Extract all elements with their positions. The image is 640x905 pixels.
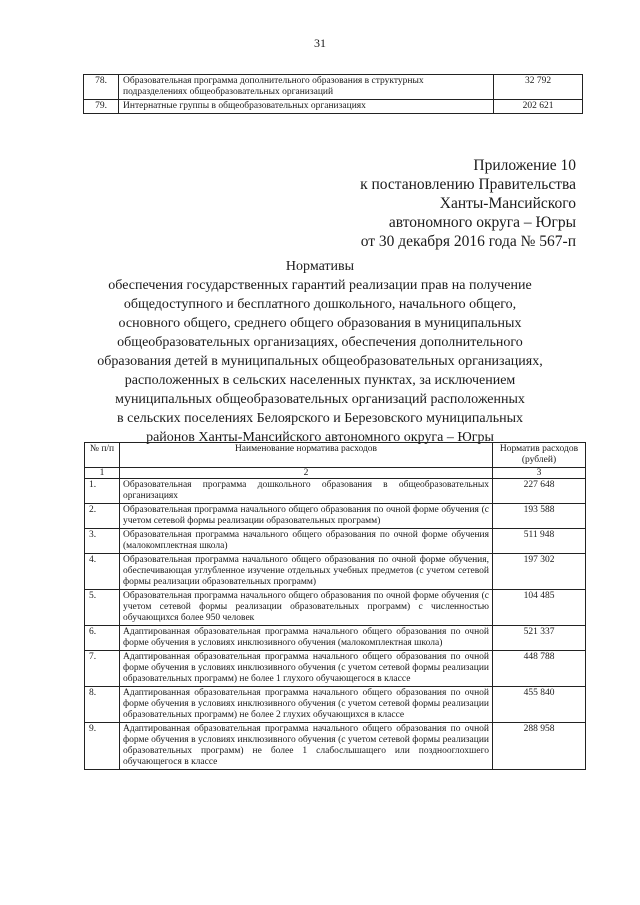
row-name: Адаптированная образовательная программа начального общего образования по очной форме обучения в условиях инклюзивного обучения (с учетом сетевой формы реализации образовательных программ) не более 1 слабослышащего или позднооглохшего обучающегося в классе xyxy=(120,723,493,770)
appendix-header xyxy=(360,156,576,251)
subtitle-line: муниципальных общеобразовательных организаций расположенных xyxy=(115,392,525,407)
column-index: 2 xyxy=(120,468,493,479)
row-value: 455 840 xyxy=(493,687,586,723)
row-number: 78. xyxy=(84,75,119,100)
table-row xyxy=(85,529,586,554)
row-value: 104 485 xyxy=(493,590,586,626)
subtitle-line: в сельских поселениях Белоярского и Березовского муниципальных xyxy=(117,411,523,426)
page-number: 31 xyxy=(314,36,326,50)
continued-table xyxy=(83,74,583,114)
subtitle-line: основного общего, среднего общего образования в муниципальных xyxy=(118,316,522,331)
row-number: 6. xyxy=(85,626,120,651)
row-value: 288 958 xyxy=(493,723,586,770)
document-title: Нормативы xyxy=(285,259,355,274)
row-number: 2. xyxy=(85,504,120,529)
row-value: 511 948 xyxy=(493,529,586,554)
norms-table xyxy=(84,442,586,770)
row-name: Адаптированная образовательная программа начального общего образования по очной форме обучения в условиях инклюзивного обучения (с учетом сетевой формы реализации образовательных программ) не более 1 глухого обучающегося в классе xyxy=(120,651,493,687)
table-row xyxy=(85,723,586,770)
row-name: Образовательная программа начального общего образования по очной форме обучения (с учетом сетевой формы реализации образовательных программ) с численностью обучающихся более 950 человек xyxy=(120,590,493,626)
appendix-line: от 30 декабря 2016 года № 567-п xyxy=(360,233,576,250)
table-row xyxy=(85,651,586,687)
document-subtitle xyxy=(70,276,570,447)
appendix-line: Приложение 10 xyxy=(473,157,576,174)
row-number: 8. xyxy=(85,687,120,723)
subtitle-line: расположенных в сельских населенных пунктах, за исключением xyxy=(124,373,516,388)
row-value: 32 792 xyxy=(494,75,583,100)
row-name: Образовательная программа начального общего образования по очной форме обучения (с учетом сетевой формы реализации образовательных программ) xyxy=(120,504,493,529)
table-row xyxy=(84,75,583,100)
subtitle-line: районов Ханты-Мансийского автономного округа – Югры xyxy=(146,430,494,445)
column-index-row xyxy=(85,468,586,479)
row-value: 193 588 xyxy=(493,504,586,529)
row-value: 197 302 xyxy=(493,554,586,590)
row-number: 1. xyxy=(85,479,120,504)
row-value: 448 788 xyxy=(493,651,586,687)
header-value: Норматив расходов (рублей) xyxy=(493,443,586,468)
appendix-line: Ханты-Мансийского xyxy=(439,195,576,212)
row-name: Интернатные группы в общеобразовательных организациях xyxy=(119,100,494,114)
row-value: 227 648 xyxy=(493,479,586,504)
row-number: 3. xyxy=(85,529,120,554)
row-number: 79. xyxy=(84,100,119,114)
header-name: Наименование норматива расходов xyxy=(120,443,493,468)
row-number: 5. xyxy=(85,590,120,626)
row-name: Образовательная программа начального общего образования по очной форме обучения, обеспечивающая углубленное изучение отдельных учебных предметов (с учетом сетевой формы реализации образовательных программ) xyxy=(120,554,493,590)
row-value: 521 337 xyxy=(493,626,586,651)
column-index: 1 xyxy=(85,468,120,479)
table-row xyxy=(85,479,586,504)
table-row xyxy=(85,687,586,723)
row-number: 9. xyxy=(85,723,120,770)
row-name: Образовательная программа дошкольного образования в общеобразовательных организациях xyxy=(120,479,493,504)
table-row xyxy=(85,554,586,590)
appendix-line: к постановлению Правительства xyxy=(360,176,576,193)
row-value: 202 621 xyxy=(494,100,583,114)
subtitle-line: образования детей в муниципальных общеобразовательных организациях, xyxy=(97,354,543,369)
row-number: 7. xyxy=(85,651,120,687)
appendix-line: автономного округа – Югры xyxy=(388,214,576,231)
table-header-row xyxy=(85,443,586,468)
table-row xyxy=(85,504,586,529)
row-number: 4. xyxy=(85,554,120,590)
subtitle-line: обеспечения государственных гарантий реализации прав на получение xyxy=(108,278,532,293)
row-name: Адаптированная образовательная программа начального общего образования по очной форме обучения в условиях инклюзивного обучения (с учетом сетевой формы реализации образовательных программ) не более 2 глухих обучающихся в классе xyxy=(120,687,493,723)
table-row xyxy=(84,100,583,114)
row-name: Образовательная программа начального общего образования по очной форме обучения (малокомплектная школа) xyxy=(120,529,493,554)
table-row xyxy=(85,626,586,651)
row-name: Образовательная программа дополнительного образования в структурных подразделениях общеобразовательных организаций xyxy=(119,75,494,100)
subtitle-line: общеобразовательных организациях, обеспечения дополнительного xyxy=(117,335,523,350)
subtitle-line: общедоступного и бесплатного дошкольного, начального общего, xyxy=(123,297,517,312)
table-row xyxy=(85,590,586,626)
row-name: Адаптированная образовательная программа начального общего образования по очной форме обучения в условиях инклюзивного обучения (малокомплектная школа) xyxy=(120,626,493,651)
column-index: 3 xyxy=(493,468,586,479)
header-number: № п/п xyxy=(85,443,120,468)
